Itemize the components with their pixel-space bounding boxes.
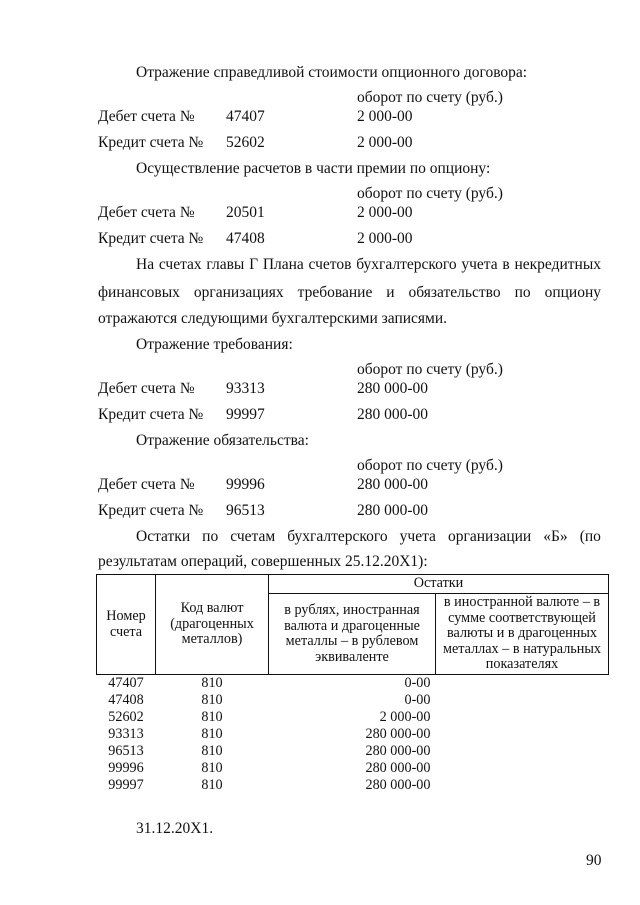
word: опциону <box>544 284 601 301</box>
balances-table <box>96 574 609 794</box>
debit-label: Дебет счета № <box>98 380 195 397</box>
debit-label: Дебет счета № <box>98 204 195 221</box>
table-row <box>97 743 609 760</box>
credit-label: Кредит счета № <box>98 230 204 247</box>
block-heading: Отражение справедливой стоимости опционного договора: <box>136 64 528 81</box>
debit-amount: 280 000-00 <box>357 476 429 493</box>
header-account: Номер счета <box>97 575 156 675</box>
cell-rub-balance: 2 000-00 <box>379 708 431 725</box>
cell-currency-code: 810 <box>201 708 223 725</box>
credit-account: 52602 <box>226 134 265 151</box>
debit-amount: 2 000-00 <box>357 108 413 125</box>
word: в <box>502 256 510 273</box>
credit-label: Кредит счета № <box>98 406 204 423</box>
word: Остатки <box>136 528 191 545</box>
header-foreign-balance: в иностранной валюте – в сумме соответствующей валюты и в драгоценных металлах – в натуральных показателях <box>436 594 609 675</box>
cell-foreign-balance <box>436 709 609 726</box>
cell-rub-balance: 280 000-00 <box>365 776 431 793</box>
debit-label: Дебет счета № <box>98 476 195 493</box>
cell-rub-balance: 280 000-00 <box>365 742 431 759</box>
credit-amount: 280 000-00 <box>357 502 429 519</box>
cell-currency-code: 810 <box>201 725 223 742</box>
cell-currency-code: 810 <box>201 691 223 708</box>
word: по <box>202 528 219 545</box>
header-rub-balance: в рублях, иностранная валюта и драгоценные металлы – в рублевом эквиваленте <box>269 594 436 675</box>
credit-amount: 2 000-00 <box>357 230 413 247</box>
header-currency-code: Код валют (драгоценных металлов) <box>156 575 269 675</box>
cell-account: 99997 <box>108 776 144 793</box>
block-heading: Отражение требования: <box>136 336 293 353</box>
word: бухгалтерского <box>287 528 388 545</box>
turnover-header: оборот по счету (руб.) <box>357 457 503 474</box>
table-body <box>97 675 609 795</box>
word: «Б» <box>543 528 568 545</box>
cell-rub-balance: 280 000-00 <box>365 759 431 776</box>
credit-amount: 2 000-00 <box>357 134 413 151</box>
word: учета <box>461 256 498 273</box>
word: организации <box>448 528 532 545</box>
paragraph-line <box>98 284 601 302</box>
block-heading: Осуществление расчетов в части премии по опциону: <box>136 160 491 177</box>
word: счетам <box>230 528 276 545</box>
credit-label: Кредит счета № <box>98 134 204 151</box>
debit-account: 20501 <box>226 204 265 221</box>
word: некредитных <box>514 256 601 273</box>
cell-account: 99996 <box>108 759 144 776</box>
cell-foreign-balance <box>436 726 609 743</box>
debit-amount: 280 000-00 <box>357 380 429 397</box>
cell-account: 93313 <box>108 725 144 742</box>
word: финансовых <box>98 284 180 301</box>
table-row <box>97 692 609 709</box>
cell-currency-code: 810 <box>201 742 223 759</box>
word: обязательство <box>408 284 501 301</box>
credit-amount: 280 000-00 <box>357 406 429 423</box>
debit-account: 99996 <box>226 476 265 493</box>
paragraph-line: отражаются следующими бухгалтерскими записями. <box>98 310 448 327</box>
cell-rub-balance: 0-00 <box>404 674 431 691</box>
credit-account: 47408 <box>226 230 265 247</box>
debit-account: 47407 <box>226 108 265 125</box>
debit-amount: 2 000-00 <box>357 204 413 221</box>
paragraph-line <box>136 256 601 274</box>
turnover-header: оборот по счету (руб.) <box>357 361 503 378</box>
cell-foreign-balance <box>436 777 609 794</box>
word: На <box>136 256 155 273</box>
cell-account: 52602 <box>108 708 144 725</box>
cell-foreign-balance <box>436 743 609 760</box>
word: по <box>514 284 531 301</box>
word: Г <box>249 256 259 273</box>
table-row <box>97 726 609 743</box>
cell-foreign-balance <box>436 760 609 777</box>
table-row <box>97 760 609 777</box>
cell-currency-code: 810 <box>201 674 223 691</box>
paragraph-line <box>136 528 601 546</box>
word: главы <box>206 256 245 273</box>
cell-currency-code: 810 <box>201 759 223 776</box>
block-heading: Отражение обязательства: <box>136 432 309 449</box>
table-row <box>97 709 609 726</box>
header-balances: Остатки <box>269 575 609 594</box>
turnover-header: оборот по счету (руб.) <box>357 185 503 202</box>
debit-account: 93313 <box>226 380 265 397</box>
paragraph-line: результатам операций, совершенных 25.12.20Х1): <box>98 553 428 570</box>
turnover-header: оборот по счету (руб.) <box>357 89 503 106</box>
cell-rub-balance: 0-00 <box>404 691 431 708</box>
word: и <box>386 284 395 301</box>
word: счетов <box>308 256 352 273</box>
credit-account: 96513 <box>226 502 265 519</box>
cell-currency-code: 810 <box>201 776 223 793</box>
word: счетах <box>158 256 202 273</box>
cell-foreign-balance <box>436 692 609 709</box>
word: учета <box>399 528 436 545</box>
credit-account: 99997 <box>226 406 265 423</box>
cell-foreign-balance <box>436 675 609 693</box>
date-line: 31.12.20Х1. <box>136 820 214 837</box>
cell-rub-balance: 280 000-00 <box>365 725 431 742</box>
word: требование <box>297 284 373 301</box>
word: бухгалтерского <box>356 256 457 273</box>
credit-label: Кредит счета № <box>98 502 204 519</box>
cell-account: 96513 <box>108 742 144 759</box>
word: Плана <box>262 256 304 273</box>
table-row <box>97 777 609 794</box>
cell-account: 47407 <box>108 674 144 691</box>
page-number: 90 <box>586 852 602 869</box>
word: (по <box>579 528 601 545</box>
word: организациях <box>193 284 284 301</box>
table-row <box>97 675 609 693</box>
debit-label: Дебет счета № <box>98 108 195 125</box>
cell-account: 47408 <box>108 691 144 708</box>
